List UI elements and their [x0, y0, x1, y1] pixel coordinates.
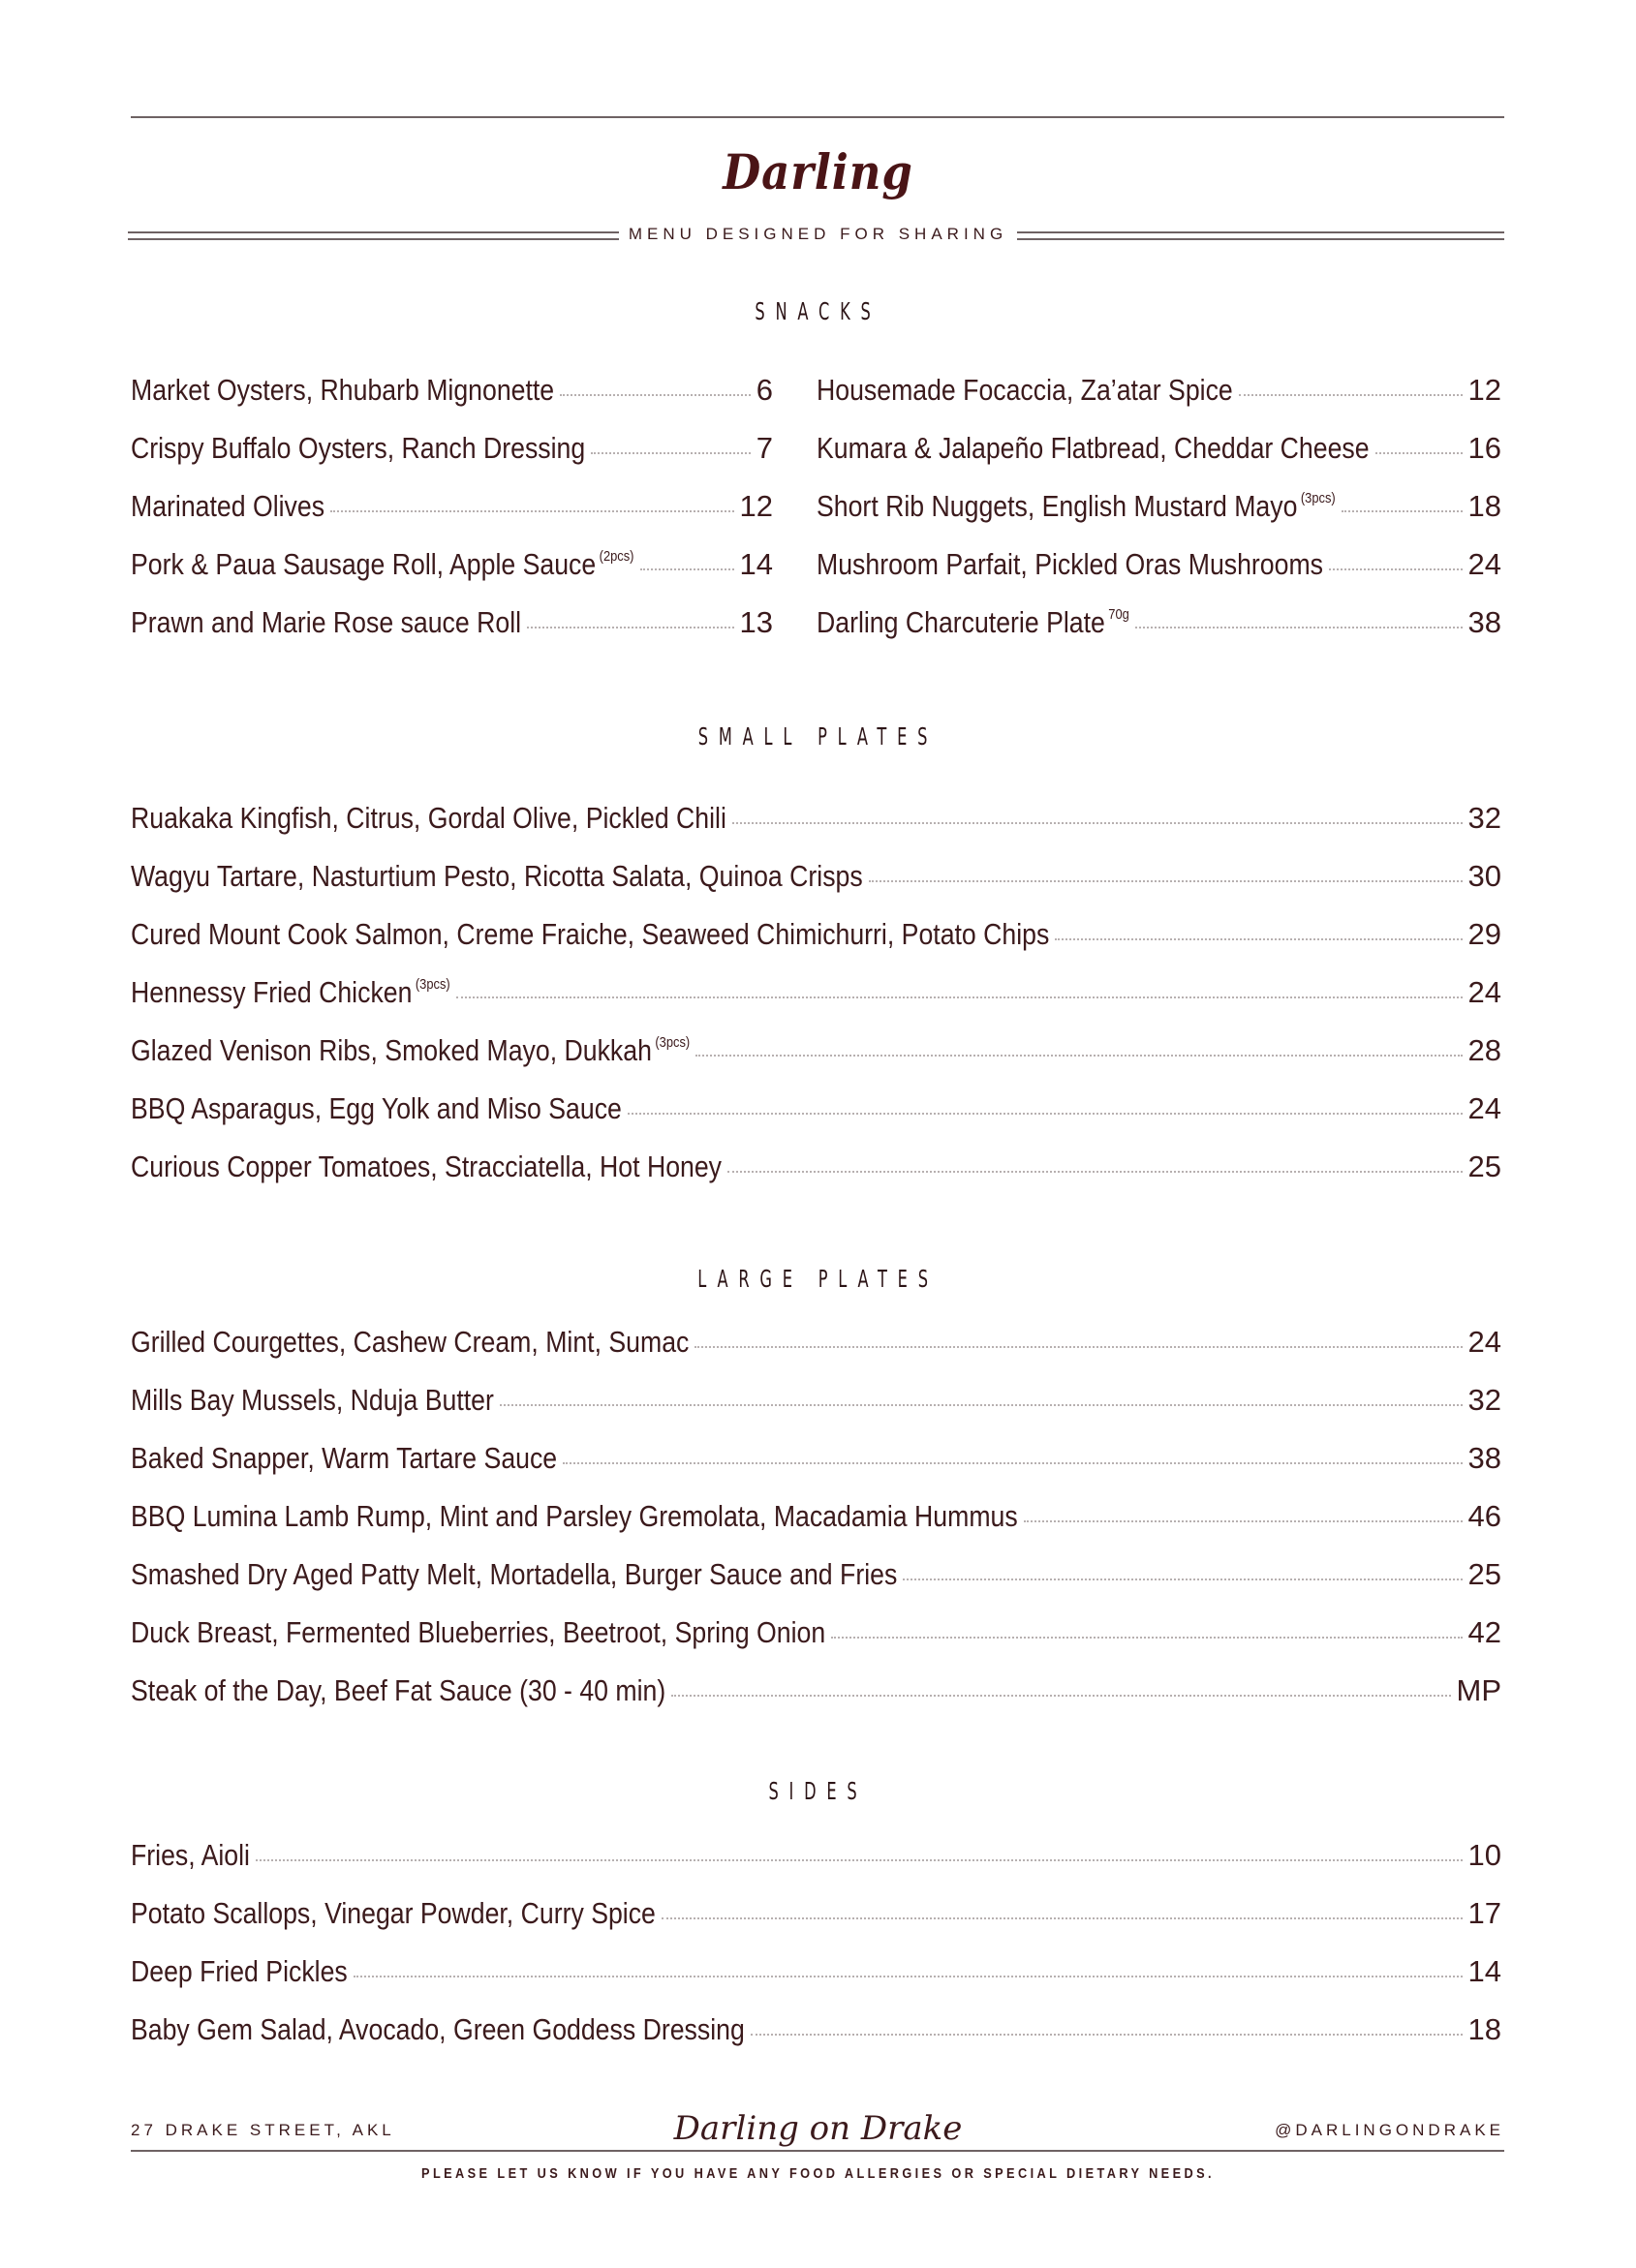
menu-item-name [131, 1499, 1018, 1534]
menu-item-name [817, 605, 1129, 640]
menu-item [131, 801, 1501, 840]
leader-dots [563, 1462, 1462, 1464]
menu-item-price: 30 [1467, 859, 1501, 893]
menu-item [817, 373, 1501, 412]
menu-item-price: 13 [739, 605, 773, 639]
menu-item [131, 1033, 1501, 1072]
menu-item-price: 25 [1467, 1557, 1501, 1591]
leader-dots [628, 1113, 1463, 1115]
leader-dots [456, 996, 1463, 998]
menu-item-name-text: Mills Bay Mussels, Nduja Butter [131, 1383, 494, 1417]
menu-item-price: 14 [739, 547, 773, 581]
menu-item-name-text: Curious Copper Tomatoes, Stracciatella, Hot Honey [131, 1149, 723, 1183]
menu-item [131, 1838, 1501, 1877]
menu-item-name [131, 975, 450, 1010]
menu-item-name [131, 373, 554, 408]
menu-item [131, 1896, 1501, 1935]
menu-item-name [131, 1615, 825, 1650]
menu-item-name [131, 1557, 897, 1592]
menu-item-name [131, 605, 521, 640]
menu-item-name [131, 1091, 622, 1126]
menu-item-price: 24 [1467, 1091, 1501, 1125]
menu-item [131, 1615, 1501, 1654]
menu-item-name-text: Hennessy Fried Chicken [131, 975, 413, 1009]
leader-dots [695, 1346, 1462, 1348]
leader-dots [1024, 1520, 1463, 1522]
menu-item-name-text: Glazed Venison Ribs, Smoked Mayo, Dukkah [131, 1033, 652, 1067]
menu-item-portion-note: (2pcs) [599, 548, 634, 565]
leader-dots [1239, 394, 1463, 396]
menu-item-name-text: Mushroom Parfait, Pickled Oras Mushrooms [817, 547, 1324, 581]
menu-item-price: 18 [1467, 2012, 1501, 2046]
section-title-sides: SIDES [768, 1777, 868, 1805]
menu-item [131, 917, 1501, 956]
menu-item-name-text: Short Rib Nuggets, English Mustard Mayo [817, 489, 1298, 523]
menu-item-name-text: Duck Breast, Fermented Blueberries, Beetroot, Spring Onion [131, 1615, 826, 1649]
menu-item-name-text: Wagyu Tartare, Nasturtium Pesto, Ricotta Salata, Quinoa Crisps [131, 859, 863, 893]
footer-rule [131, 2150, 1504, 2152]
leader-dots [527, 627, 734, 628]
menu-item-price: 12 [739, 489, 773, 523]
menu-item-price: 7 [756, 431, 773, 465]
leader-dots [662, 1917, 1463, 1919]
menu-item [817, 605, 1501, 644]
menu-item-price: 12 [1467, 373, 1501, 407]
leader-dots [1375, 452, 1463, 454]
menu-item-price: MP [1456, 1673, 1501, 1707]
leader-dots [869, 880, 1463, 882]
menu-item-price: 14 [1467, 1954, 1501, 1988]
menu-item-name-text: BBQ Asparagus, Egg Yolk and Miso Sauce [131, 1091, 622, 1125]
menu-item-name [131, 1838, 250, 1873]
menu-item-name [131, 1673, 665, 1708]
menu-item-price: 24 [1467, 1325, 1501, 1359]
menu-item-price: 38 [1467, 605, 1501, 639]
section-title-small-plates: SMALL PLATES [697, 722, 939, 751]
footer-signature [0, 2109, 1636, 2148]
menu-item-name-text: Housemade Focaccia, Za’atar Spice [817, 373, 1233, 407]
tagline [0, 225, 1636, 244]
menu-item-name [131, 917, 1049, 952]
menu-item [131, 1557, 1501, 1596]
tagline-text: MENU DESIGNED FOR SHARING [619, 225, 1017, 243]
menu-item-name [131, 489, 324, 524]
leader-dots [1055, 938, 1462, 940]
menu-item-name [131, 801, 726, 836]
menu-item [131, 859, 1501, 898]
menu-item [131, 1673, 1501, 1712]
menu-item [131, 1499, 1501, 1538]
leader-dots [727, 1171, 1462, 1173]
menu-item-price: 10 [1467, 1838, 1501, 1872]
menu-item [131, 431, 773, 470]
menu-item [817, 547, 1501, 586]
allergy-note: PLEASE LET US KNOW IF YOU HAVE ANY FOOD ALLERGIES OR SPECIAL DIETARY NEEDS. [421, 2165, 1215, 2182]
menu-item-name-text: Cured Mount Cook Salmon, Creme Fraiche, Seaweed Chimichurri, Potato Chips [131, 917, 1050, 951]
menu-item [131, 1091, 1501, 1130]
logo: Darling [723, 143, 913, 200]
footer-signature-text: Darling on Drake [659, 2109, 978, 2148]
menu-item-portion-note: (3pcs) [415, 976, 450, 993]
menu-item-price: 18 [1467, 489, 1501, 523]
menu-item [817, 431, 1501, 470]
leader-dots [591, 452, 751, 454]
leader-dots [354, 1976, 1463, 1977]
leader-dots [732, 822, 1463, 824]
menu-item [131, 1954, 1501, 1993]
menu-item-name-text: BBQ Lumina Lamb Rump, Mint and Parsley Gremolata, Macadamia Hummus [131, 1499, 1018, 1533]
menu-item-price: 24 [1467, 975, 1501, 1009]
menu-item-name-text: Potato Scallops, Vinegar Powder, Curry Spice [131, 1896, 656, 1930]
menu-item-name [131, 859, 863, 894]
menu-item [131, 975, 1501, 1014]
menu-item [817, 489, 1501, 528]
menu-item-name [131, 1383, 494, 1418]
menu-item-name [131, 2012, 745, 2047]
leader-dots [903, 1578, 1462, 1580]
menu-item-name-text: Marinated Olives [131, 489, 325, 523]
section-title-large-plates: LARGE PLATES [697, 1265, 939, 1293]
leader-dots [256, 1859, 1463, 1861]
menu-item-name [817, 489, 1336, 524]
menu-item-name [131, 1033, 690, 1068]
menu-item-price: 17 [1467, 1896, 1501, 1930]
menu-item-name [131, 431, 585, 466]
menu-item [131, 547, 773, 586]
menu-item-price: 42 [1467, 1615, 1501, 1649]
menu-item-name [131, 1954, 348, 1989]
leader-dots [1135, 627, 1463, 628]
menu-item-name-text: Pork & Paua Sausage Roll, Apple Sauce [131, 547, 597, 581]
menu-item-name-text: Baby Gem Salad, Avocado, Green Goddess Dressing [131, 2012, 745, 2046]
menu-item [131, 1149, 1501, 1188]
menu-item-price: 32 [1467, 1383, 1501, 1417]
leader-dots [560, 394, 751, 396]
menu-item-price: 25 [1467, 1149, 1501, 1183]
leader-dots [500, 1404, 1463, 1406]
menu-item-name [131, 1149, 722, 1184]
menu-item-name-text: Darling Charcuterie Plate [817, 605, 1105, 639]
menu-item-name [131, 1896, 656, 1931]
menu-item-name-text: Fries, Aioli [131, 1838, 250, 1872]
menu-item-name-text: Market Oysters, Rhubarb Mignonette [131, 373, 555, 407]
menu-item-price: 32 [1467, 801, 1501, 835]
menu-item-price: 28 [1467, 1033, 1501, 1067]
menu-item-name-text: Grilled Courgettes, Cashew Cream, Mint, Sumac [131, 1325, 690, 1359]
menu-item-name-text: Smashed Dry Aged Patty Melt, Mortadella, Burger Sauce and Fries [131, 1557, 898, 1591]
leader-dots [640, 568, 734, 570]
menu-item-name [817, 547, 1323, 582]
menu-item [131, 1441, 1501, 1480]
menu-item-name [131, 1441, 557, 1476]
menu-item-name-text: Baked Snapper, Warm Tartare Sauce [131, 1441, 558, 1475]
leader-dots [671, 1695, 1450, 1697]
leader-dots [330, 510, 734, 512]
menu-item [131, 2012, 1501, 2051]
menu-item [131, 373, 773, 412]
menu-item-price: 24 [1467, 547, 1501, 581]
menu-item [131, 1383, 1501, 1422]
menu-item [131, 489, 773, 528]
menu-item-name-text: Prawn and Marie Rose sauce Roll [131, 605, 522, 639]
footer-social-handle[interactable]: @DARLINGONDRAKE [1275, 2121, 1504, 2139]
menu-item-name-text: Crispy Buffalo Oysters, Ranch Dressing [131, 431, 586, 465]
leader-dots [831, 1637, 1462, 1639]
menu-item [131, 605, 773, 644]
menu-item-portion-note: (3pcs) [1300, 490, 1336, 506]
menu-item-portion-note: (3pcs) [655, 1034, 691, 1051]
leader-dots [1329, 568, 1462, 570]
leader-dots [751, 2034, 1463, 2036]
menu-item-portion-note: 70g [1108, 606, 1129, 623]
menu-item-price: 46 [1467, 1499, 1501, 1533]
leader-dots [1342, 510, 1463, 512]
menu-item [131, 1325, 1501, 1364]
menu-item-name-text: Ruakaka Kingfish, Citrus, Gordal Olive, Pickled Chili [131, 801, 726, 835]
leader-dots [695, 1055, 1462, 1057]
menu-item-name [817, 431, 1370, 466]
menu-item-name-text: Kumara & Jalapeño Flatbread, Cheddar Cheese [817, 431, 1370, 465]
section-title-snacks: SNACKS [755, 297, 881, 325]
menu-item-name-text: Deep Fried Pickles [131, 1954, 348, 1988]
menu-item-name [131, 1325, 689, 1360]
menu-item-name [817, 373, 1233, 408]
menu-item-price: 6 [756, 373, 773, 407]
footer-address: 27 DRAKE STREET, AKL [131, 2121, 395, 2139]
menu-item-name [131, 547, 633, 582]
menu-item-price: 29 [1467, 917, 1501, 951]
top-rule [131, 116, 1504, 118]
menu-item-price: 16 [1467, 431, 1501, 465]
menu-item-price: 38 [1467, 1441, 1501, 1475]
menu-item-name-text: Steak of the Day, Beef Fat Sauce (30 - 40 min) [131, 1673, 666, 1707]
